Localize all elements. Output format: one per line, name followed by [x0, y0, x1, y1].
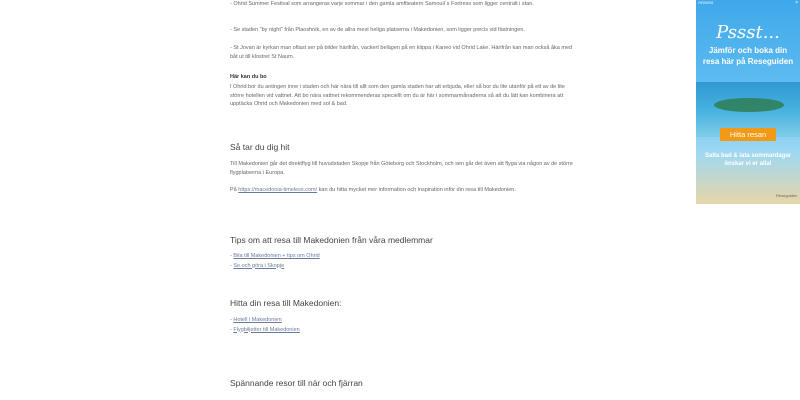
- travel-link-paragraph: [230, 186, 580, 195]
- travel-link-suffix: kan du hitta mycket mer information och inspiration inför din resa till Makedonien.: [317, 187, 516, 193]
- travel-heading: Så tar du dig hit: [230, 142, 290, 152]
- travel-text: Till Makedonien går det direktflyg till huvudstaden Skopje från Göteborg och Stockholm, och sen går det även att flyga via någon av de större flygplatserna i Europa.: [230, 161, 573, 176]
- island-shape: [714, 98, 784, 112]
- tips-link-skopje[interactable]: Se och göra i Skopje: [233, 262, 285, 269]
- bullet-festival: - Ohrid Summer Festival som arrangeras varje sommar i den gamla amfiteatern Samouil´s Fortress som ligger centralt i stan.: [230, 1, 534, 7]
- tips-list: [230, 252, 320, 271]
- more-trips-heading: Spännande resor till när och fjärran: [230, 378, 363, 388]
- flights-link[interactable]: Flygbiljetter till Makedonien: [233, 326, 300, 333]
- list-item: - Bila till Makedonien + tips om Ohrid: [230, 253, 320, 259]
- find-trip-button[interactable]: Hitta resan: [720, 128, 776, 141]
- ad-psst-text: Pssst...: [716, 22, 780, 43]
- close-icon[interactable]: ×: [795, 0, 798, 6]
- stay-heading: Här kan du bo: [230, 74, 267, 80]
- ad-subtext: Salta bad & lata sommardagar önskar vi er alla!: [704, 153, 792, 167]
- macedonia-timeless-link[interactable]: https://macedonia-timeless.com/: [238, 187, 318, 193]
- tips-link-ohrid[interactable]: Bila till Makedonien + tips om Ohrid: [233, 253, 320, 259]
- ad-brand-logo: Reseguiden: [776, 193, 798, 198]
- list-item: - Se och göra i Skopje: [230, 262, 285, 269]
- travel-link-prefix: På: [230, 187, 239, 193]
- ad-label: Annons: [698, 0, 714, 5]
- stay-text: I Ohrid bor du antingen inne i staden och här nära till allt som den gamla staden har att erbjuda, eller så bor du lite utanför på ett av de lite större hotellen vid vattnet. Att bo nära vattnet rekommenderas speciellt om du är här i sommarmånaderna så att du lätt kan kombinera att upptäcka Ohrid och Makedonien med sol & bad.: [230, 84, 565, 108]
- find-heading: Hitta din resa till Makedonien:: [230, 298, 342, 308]
- bullet-st-jovan: - St Jovan är kyrkan man oftast ser på bilder härifrån, vackert belägen på en klippa i Kaneo vid Ohrid Lake. Härifrån kan man också åka med båt ut till klostret St Naum.: [230, 45, 573, 60]
- find-list: [230, 316, 300, 335]
- bullet-plaoshnik: - Se staden "by night" från Plaoshnik, en av de allra mest heliga platserna i Makedonien, som ligger precis vid fästningen.: [230, 27, 525, 33]
- list-item: - Hotell i Makedonien: [230, 317, 282, 323]
- travel-ad-banner[interactable]: [696, 0, 800, 204]
- hotels-link[interactable]: Hotell i Makedonien: [233, 317, 282, 323]
- list-item: - Flygbiljetter till Makedonien: [230, 326, 300, 333]
- tips-heading: Tips om att resa till Makedonien från våra medlemmar: [230, 235, 433, 245]
- ad-headline: Jämför och boka din resa här på Reseguiden: [702, 46, 794, 66]
